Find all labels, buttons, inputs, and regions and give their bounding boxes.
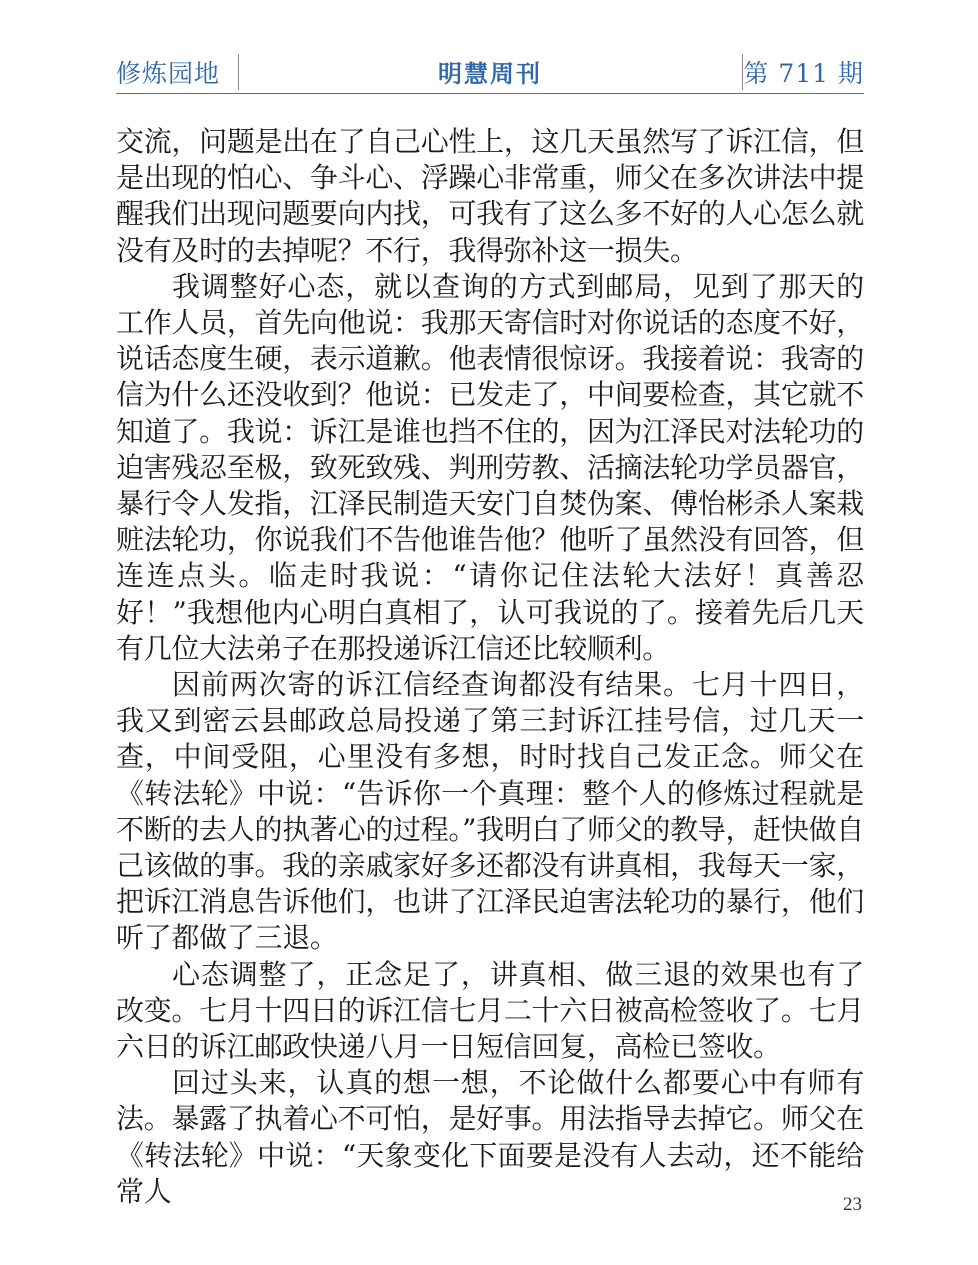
header-rule [116, 93, 864, 94]
paragraph: 心态调整了，正念足了，讲真相、做三退的效果也有了改变。七月十四日的诉江信七月二十六日被高检签收了。七月六日的诉江邮政快递八月一日短信回复，高检已签收。 [116, 957, 864, 1064]
issue-number: 第 711 期 [743, 59, 864, 88]
paragraph: 因前两次寄的诉江信经查询都没有结果。七月十四日，我又到密云县邮政总局投递了第三封诉江挂号信，过几天一查，中间受阻，心里没有多想，时时找自己发正念。师父在《转法轮》中说：“告诉你一个真理：整个人的修炼过程就是不断的去人的执著心的过程。”我明白了师父的教导，赶快做自己该做的事。我的亲戚家好多还都没有讲真相，我每天一家，把诉江消息告诉他们，也讲了江泽民迫害法轮功的暴行，他们听了都做了三退。 [116, 668, 864, 955]
paragraph: 我调整好心态，就以查询的方式到邮局，见到了那天的工作人员，首先向他说：我那天寄信时对你说话的态度不好，说话态度生硬，表示道歉。他表情很惊讶。我接着说：我寄的信为什么还没收到？他说：已发走了，中间要检查，其它就不知道了。我说：诉江是谁也挡不住的，因为江泽民对法轮功的迫害残忍至极，致死致残、判刑劳教、活摘法轮功学员器官，暴行令人发指，江泽民制造天安门自焚伪案、傅怡彬杀人案栽赃法轮功，你说我们不告他谁告他？他听了虽然没有回答，但连连点头。临走时我说：“请你记住法轮大法好！真善忍好！”我想他内心明白真相了，认可我说的了。接着先后几天有几位大法弟子在那投递诉江信还比较顺利。 [116, 269, 864, 665]
section-name: 修炼园地 [116, 59, 221, 88]
paragraph-continued: 交流，问题是出在了自己心性上，这几天虽然写了诉江信，但是出现的怕心、争斗心、浮躁心非常重，师父在多次讲法中提醒我们出现问题要向内找，可我有了这么多不好的人心怎么就没有及时的去掉呢？不行，我得弥补这一损失。 [116, 125, 864, 267]
publication-title: 明慧周刊 [438, 60, 542, 88]
page-header [116, 44, 864, 94]
article-body [116, 124, 864, 1210]
paragraph: 回过头来，认真的想一想，不论做什么都要心中有师有法。暴露了执着心不可怕，是好事。用法指导去掉它。师父在《转法轮》中说：“天象变化下面要是没有人去动，还不能给常人 [116, 1066, 864, 1208]
page-number: 23 [843, 1194, 862, 1215]
